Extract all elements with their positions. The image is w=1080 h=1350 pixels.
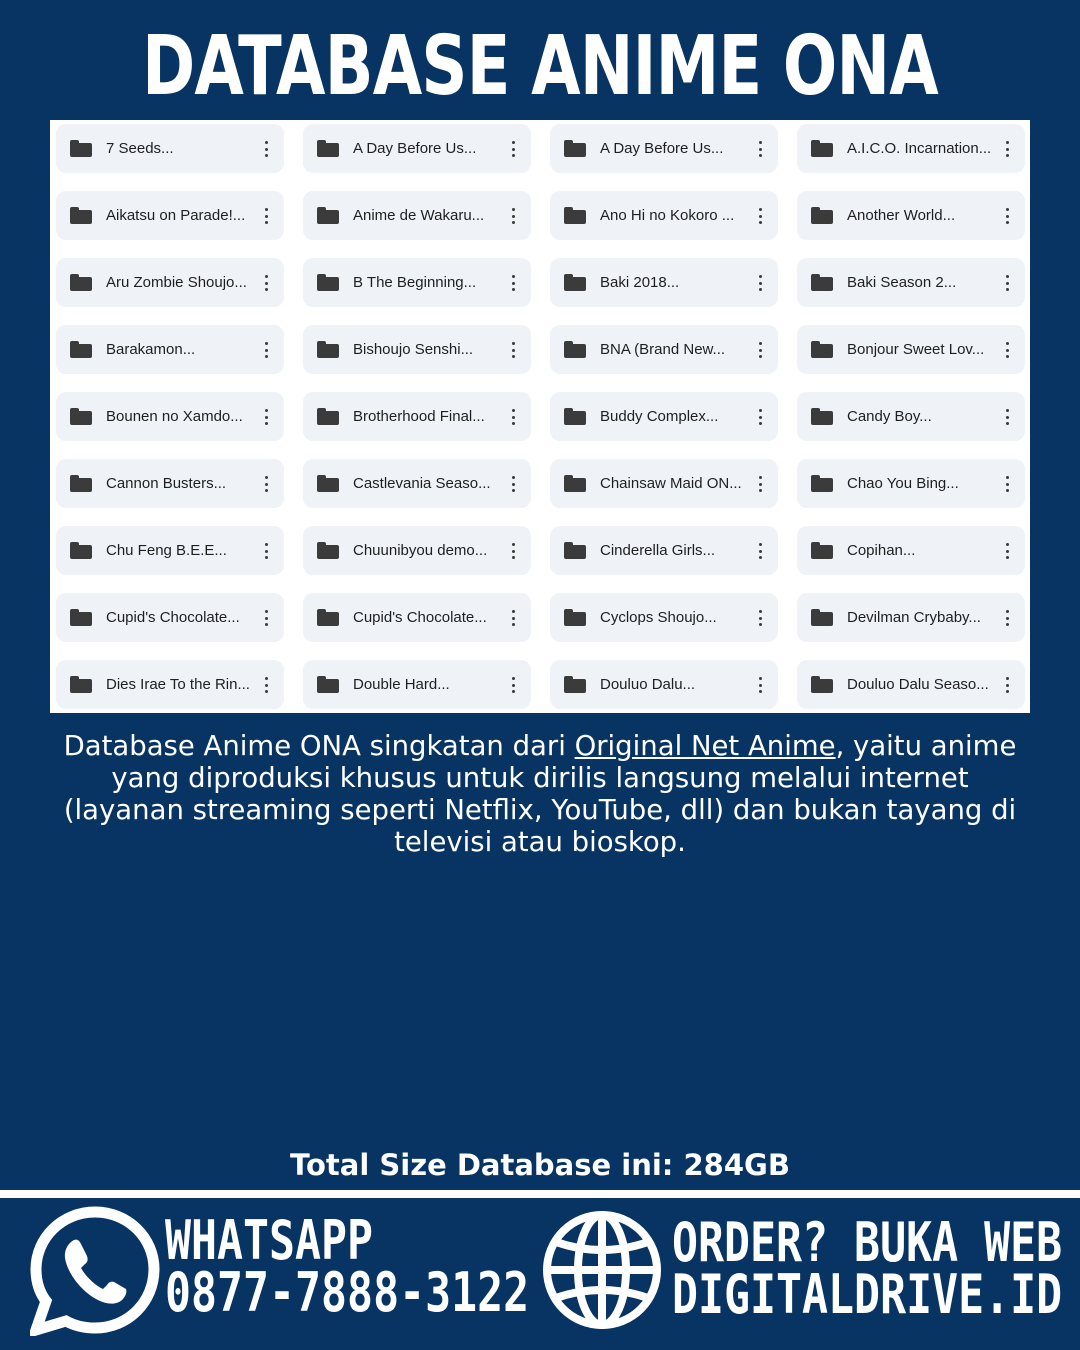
folder-name: Buddy Complex...	[600, 408, 719, 425]
more-vert-icon[interactable]	[264, 409, 268, 425]
folder-item[interactable]	[797, 258, 1025, 307]
folder-icon	[811, 542, 833, 559]
more-vert-icon[interactable]	[1005, 275, 1009, 291]
web-label: ORDER? BUKA WEB	[672, 1211, 1063, 1274]
folder-item[interactable]	[303, 526, 531, 575]
folder-item[interactable]	[303, 660, 531, 709]
folder-icon	[317, 609, 339, 626]
description	[60, 730, 1020, 858]
folder-name: Ano Hi no Kokoro ...	[600, 207, 735, 224]
folder-icon	[70, 609, 92, 626]
more-vert-icon[interactable]	[758, 275, 762, 291]
folder-item[interactable]	[550, 191, 778, 240]
more-vert-icon[interactable]	[511, 275, 515, 291]
folder-icon	[811, 676, 833, 693]
folder-item[interactable]	[56, 526, 284, 575]
folder-icon	[317, 274, 339, 291]
folder-icon	[811, 609, 833, 626]
folder-name: Chu Feng B.E.E...	[106, 542, 227, 559]
more-vert-icon[interactable]	[264, 275, 268, 291]
folder-item[interactable]	[303, 258, 531, 307]
drive-folder-panel	[50, 120, 1030, 713]
folder-item[interactable]	[56, 660, 284, 709]
folder-icon	[70, 408, 92, 425]
folder-item[interactable]	[797, 526, 1025, 575]
folder-icon	[564, 207, 586, 224]
more-vert-icon[interactable]	[1005, 543, 1009, 559]
folder-name: Douluo Dalu Seaso...	[847, 676, 989, 693]
folder-item[interactable]	[303, 392, 531, 441]
more-vert-icon[interactable]	[758, 610, 762, 626]
folder-icon	[811, 274, 833, 291]
folder-icon	[564, 609, 586, 626]
more-vert-icon[interactable]	[511, 141, 515, 157]
more-vert-icon[interactable]	[1005, 342, 1009, 358]
folder-icon	[811, 140, 833, 157]
folder-name: Cinderella Girls...	[600, 542, 716, 559]
folder-grid	[56, 124, 1025, 709]
folder-item[interactable]	[303, 191, 531, 240]
more-vert-icon[interactable]	[264, 610, 268, 626]
more-vert-icon[interactable]	[758, 409, 762, 425]
folder-item[interactable]	[303, 459, 531, 508]
page-title: DATABASE ANIME ONA	[142, 19, 938, 114]
description-part1: Database Anime ONA singkatan dari	[63, 730, 575, 762]
folder-icon	[317, 542, 339, 559]
whatsapp-label: WHATSAPP	[165, 1209, 374, 1272]
more-vert-icon[interactable]	[1005, 208, 1009, 224]
folder-name: Dies Irae To the Rin...	[106, 676, 250, 693]
folder-icon	[317, 140, 339, 157]
folder-icon	[564, 341, 586, 358]
more-vert-icon[interactable]	[758, 141, 762, 157]
folder-item[interactable]	[303, 325, 531, 374]
more-vert-icon[interactable]	[511, 610, 515, 626]
folder-icon	[70, 542, 92, 559]
folder-icon	[564, 676, 586, 693]
folder-icon	[70, 207, 92, 224]
folder-icon	[811, 475, 833, 492]
folder-item[interactable]	[550, 660, 778, 709]
folder-item[interactable]	[56, 392, 284, 441]
folder-name: Bonjour Sweet Lov...	[847, 341, 985, 358]
folder-name: Douluo Dalu...	[600, 676, 696, 693]
folder-name: Devilman Crybaby...	[847, 609, 981, 626]
folder-name: Cupid's Chocolate...	[353, 609, 487, 626]
folder-icon	[317, 207, 339, 224]
more-vert-icon[interactable]	[264, 677, 268, 693]
more-vert-icon[interactable]	[511, 409, 515, 425]
folder-icon	[564, 408, 586, 425]
folder-name: Chainsaw Maid ON...	[600, 475, 742, 492]
folder-name: 7 Seeds...	[106, 140, 174, 157]
folder-name: Chuunibyou demo...	[353, 542, 488, 559]
folder-name: Bounen no Xamdo...	[106, 408, 243, 425]
more-vert-icon[interactable]	[264, 342, 268, 358]
folder-name: Another World...	[847, 207, 956, 224]
total-size: Total Size Database ini: 284GB	[290, 1148, 790, 1182]
folder-item[interactable]	[550, 124, 778, 173]
folder-item[interactable]	[550, 258, 778, 307]
folder-name: A Day Before Us...	[353, 140, 477, 157]
folder-icon	[70, 341, 92, 358]
folder-icon	[70, 676, 92, 693]
more-vert-icon[interactable]	[758, 543, 762, 559]
folder-item[interactable]	[797, 191, 1025, 240]
folder-item[interactable]	[56, 325, 284, 374]
folder-name: A Day Before Us...	[600, 140, 724, 157]
more-vert-icon[interactable]	[264, 208, 268, 224]
folder-item[interactable]	[56, 459, 284, 508]
folder-icon	[317, 408, 339, 425]
folder-item[interactable]	[303, 124, 531, 173]
folder-name: Barakamon...	[106, 341, 196, 358]
whatsapp-icon[interactable]	[30, 1206, 160, 1336]
folder-item[interactable]	[797, 660, 1025, 709]
folder-item[interactable]	[797, 325, 1025, 374]
more-vert-icon[interactable]	[511, 476, 515, 492]
more-vert-icon[interactable]	[1005, 141, 1009, 157]
more-vert-icon[interactable]	[264, 543, 268, 559]
more-vert-icon[interactable]	[758, 476, 762, 492]
folder-item[interactable]	[303, 593, 531, 642]
folder-name: Aru Zombie Shoujo...	[106, 274, 247, 291]
folder-name: Cupid's Chocolate...	[106, 609, 240, 626]
folder-name: Anime de Wakaru...	[353, 207, 485, 224]
folder-icon	[70, 274, 92, 291]
folder-item[interactable]	[797, 593, 1025, 642]
folder-item[interactable]	[550, 593, 778, 642]
more-vert-icon[interactable]	[1005, 677, 1009, 693]
folder-name: Brotherhood Final...	[353, 408, 485, 425]
description-link[interactable]: Original Net Anime	[574, 730, 836, 762]
folder-icon	[70, 475, 92, 492]
folder-item[interactable]	[56, 258, 284, 307]
folder-icon	[70, 140, 92, 157]
folder-item[interactable]	[56, 191, 284, 240]
more-vert-icon[interactable]	[511, 677, 515, 693]
folder-item[interactable]	[797, 392, 1025, 441]
folder-icon	[564, 475, 586, 492]
folder-name: Baki Season 2...	[847, 274, 957, 291]
more-vert-icon[interactable]	[511, 543, 515, 559]
folder-icon	[317, 676, 339, 693]
folder-name: Bishoujo Senshi...	[353, 341, 474, 358]
web-url[interactable]: DIGITALDRIVE.ID	[672, 1263, 1063, 1326]
folder-item[interactable]	[550, 392, 778, 441]
folder-name: Chao You Bing...	[847, 475, 959, 492]
folder-name: BNA (Brand New...	[600, 341, 726, 358]
folder-item[interactable]	[56, 593, 284, 642]
folder-name: Baki 2018...	[600, 274, 680, 291]
folder-name: Copihan...	[847, 542, 916, 559]
more-vert-icon[interactable]	[1005, 476, 1009, 492]
folder-name: Cannon Busters...	[106, 475, 227, 492]
more-vert-icon[interactable]	[758, 208, 762, 224]
folder-name: Aikatsu on Parade!...	[106, 207, 246, 224]
folder-icon	[811, 207, 833, 224]
folder-name: A.I.C.O. Incarnation...	[847, 140, 992, 157]
divider	[0, 1190, 1080, 1198]
folder-name: Cyclops Shoujo...	[600, 609, 717, 626]
whatsapp-number[interactable]: 0877-7888-3122	[165, 1261, 530, 1324]
more-vert-icon[interactable]	[758, 677, 762, 693]
more-vert-icon[interactable]	[511, 208, 515, 224]
folder-icon	[564, 274, 586, 291]
more-vert-icon[interactable]	[511, 342, 515, 358]
more-vert-icon[interactable]	[264, 141, 268, 157]
folder-item[interactable]	[797, 124, 1025, 173]
folder-icon	[564, 542, 586, 559]
folder-name: B The Beginning...	[353, 274, 477, 291]
folder-icon	[317, 475, 339, 492]
more-vert-icon[interactable]	[758, 342, 762, 358]
folder-item[interactable]	[550, 325, 778, 374]
folder-name: Candy Boy...	[847, 408, 932, 425]
folder-name: Castlevania Seaso...	[353, 475, 491, 492]
more-vert-icon[interactable]	[1005, 610, 1009, 626]
folder-icon	[317, 341, 339, 358]
folder-item[interactable]	[550, 526, 778, 575]
folder-item[interactable]	[797, 459, 1025, 508]
folder-icon	[811, 341, 833, 358]
more-vert-icon[interactable]	[1005, 409, 1009, 425]
folder-item[interactable]	[56, 124, 284, 173]
folder-icon	[811, 408, 833, 425]
more-vert-icon[interactable]	[264, 476, 268, 492]
folder-item[interactable]	[550, 459, 778, 508]
globe-icon[interactable]	[540, 1208, 664, 1332]
folder-icon	[564, 140, 586, 157]
folder-name: Double Hard...	[353, 676, 450, 693]
description-part2: , yaitu anime yang diproduksi khusus untuk dirilis langsung melalui internet (layanan streaming seperti Netflix, YouTube, dll) dan bukan tayang di televisi atau bioskop.	[63, 730, 1017, 858]
